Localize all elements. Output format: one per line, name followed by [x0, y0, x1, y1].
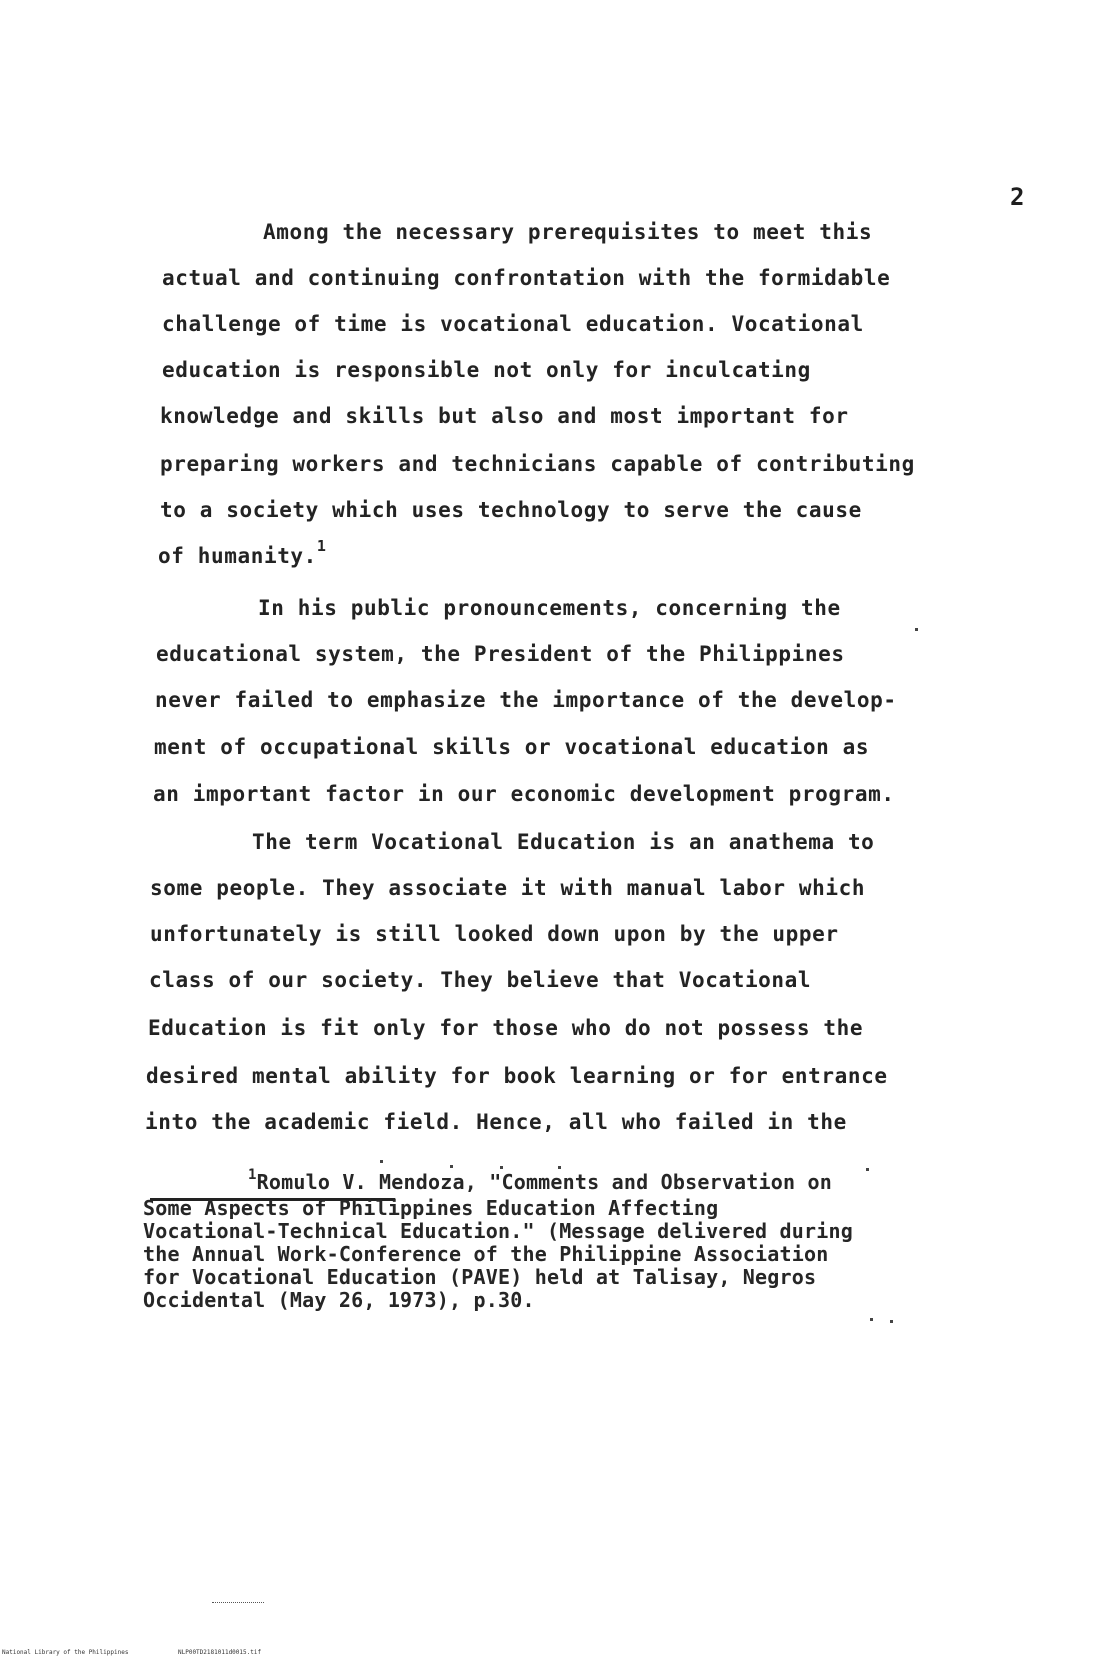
paragraph-line: desired mental ability for book learning or for entrance [146, 1064, 888, 1088]
page-number: 2 [1010, 183, 1025, 211]
paragraph-line: into the academic field. Hence, all who failed in the [145, 1110, 847, 1134]
paragraph-line: unfortunately is still looked down upon by the upper [150, 922, 839, 946]
paragraph-line: knowledge and skills but also and most important for [160, 404, 849, 428]
footer-source: National Library of the Philippines [2, 1649, 129, 1656]
paragraph-line: class of our society. They believe that Vocational [149, 968, 812, 992]
paragraph-line: education is responsible not only for inculcating [162, 358, 811, 382]
scan-speck [915, 628, 918, 631]
scan-speck [866, 1168, 869, 1171]
footnote-line-first [248, 1167, 832, 1194]
footnote-line: for Vocational Education (PAVE) held at Talisay, Negros [143, 1265, 817, 1289]
paragraph-line: an important factor in our economic development program. [153, 782, 895, 806]
paragraph-line: educational system, the President of the Philippines [156, 642, 845, 666]
paragraph-line: Education is fit only for those who do not possess the [148, 1016, 864, 1040]
footnote-reference: 1 [316, 537, 327, 555]
paragraph-line: ment of occupational skills or vocational education as [154, 735, 870, 759]
scan-speck [558, 1166, 561, 1169]
footer-filename: NLP00TD2181011d0015.tif [178, 1649, 262, 1656]
scan-speck [450, 1165, 453, 1168]
scan-speck [890, 1320, 893, 1323]
paragraph-line: The term Vocational Education is an anathema to [252, 830, 875, 854]
footnote-line: Some Aspects of Philippines Education Affecting [143, 1196, 719, 1220]
paragraph-line: preparing workers and technicians capable of contributing [160, 452, 915, 476]
scan-mark [212, 1602, 264, 1604]
paragraph-line-last [158, 537, 327, 568]
paragraph-line: actual and continuing confrontation with the formidable [162, 266, 891, 290]
footnote-line: Occidental (May 26, 1973), p.30. [143, 1288, 535, 1312]
paragraph-line: to a society which uses technology to serve the cause [160, 498, 862, 522]
paragraph-line: Among the necessary prerequisites to meet this [263, 220, 873, 244]
paragraph-line: In his public pronouncements, concerning the [258, 596, 841, 620]
paragraph-line: never failed to emphasize the importance of the develop- [155, 688, 897, 712]
scan-speck [380, 1160, 383, 1163]
footnote-line: the Annual Work-Conference of the Philippine Association [143, 1242, 829, 1266]
footnote-line: Vocational-Technical Education." (Message delivered during [143, 1219, 853, 1243]
paragraph-line: challenge of time is vocational education. Vocational [162, 312, 864, 336]
scan-footer [0, 1649, 1117, 1658]
footnote-line-text: Romulo V. Mendoza, "Comments and Observation on [256, 1170, 832, 1194]
footnote-marker: 1 [248, 1167, 257, 1183]
scan-speck [500, 1166, 503, 1169]
scan-speck [870, 1318, 873, 1321]
paragraph-line-text: of humanity. [158, 544, 317, 568]
paragraph-line: some people. They associate it with manual labor which [150, 876, 866, 900]
